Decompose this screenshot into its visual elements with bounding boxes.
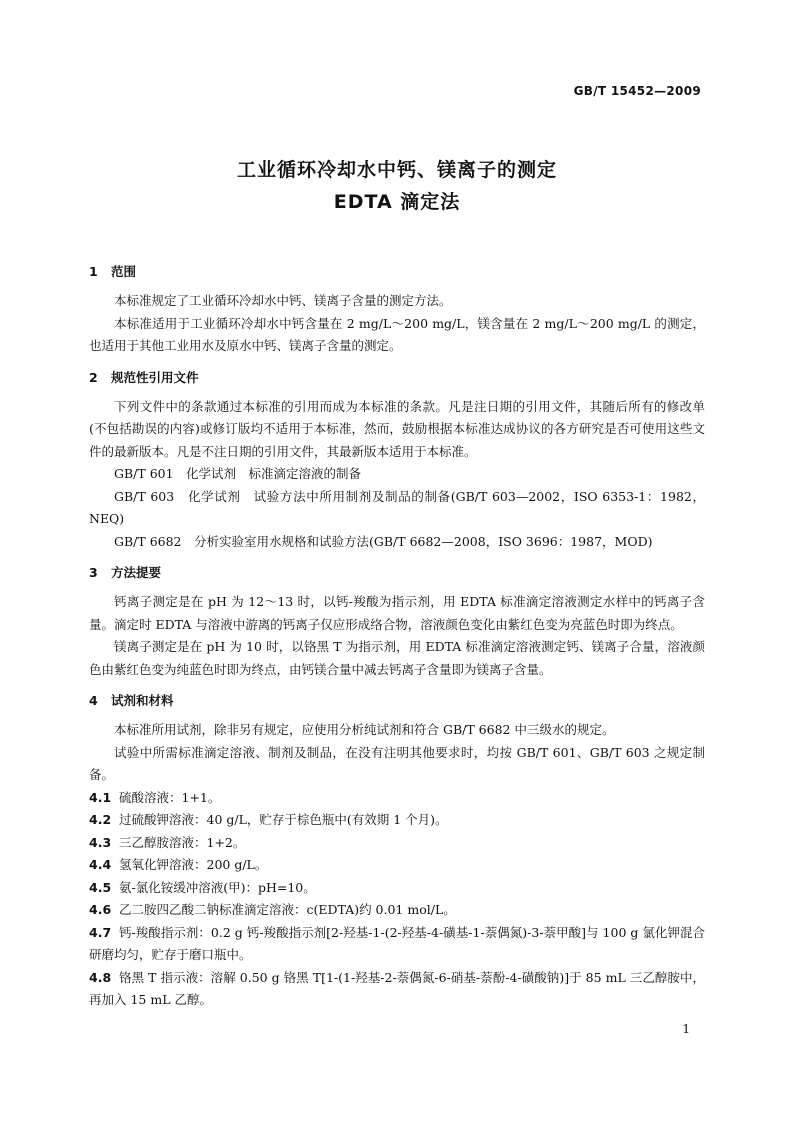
paragraph: 下列文件中的条款通过本标准的引用而成为本标准的条款。凡是注日期的引用文件，其随后所有的修改单(不包括勘误的内容)或修订版均不适用于本标准，然而，鼓励根据本标准达成协议的各方研究是否可使用这些文件的最新版本。凡是不注日期的引用文件，其最新版本适用于本标准。 xyxy=(89,398,705,459)
item-text: 铬黑 T 指示液：溶解 0.50 g 铬黑 T[1-(1-羟基-2-萘偶氮-6-硝基-萘酚-4-磺酸钠)]于 85 mL 三乙醇胺中，再加入 15 mL 乙醇。 xyxy=(89,969,705,1007)
reference-entry: GB/T 6682 分析实验室用水规格和试验方法(GB/T 6682—2008，ISO 3696：1987，MOD) xyxy=(114,533,653,549)
list-item xyxy=(89,922,705,967)
section-number: 1 xyxy=(89,264,98,279)
list-item xyxy=(89,832,705,855)
paragraph: 镁离子测定是在 pH 为 10 时，以铬黑 T 为指示剂，用 EDTA 标准滴定溶液测定钙、镁离子合量，溶液颜色由紫红色变为纯蓝色时即为终点，由钙镁合量中减去钙离子含量即为镁离子含量。 xyxy=(89,639,705,677)
item-number: 4.4 xyxy=(89,857,112,872)
item-number: 4.7 xyxy=(89,924,112,940)
item-number: 4.5 xyxy=(89,879,112,895)
reference-entry: GB/T 601 化学试剂 标准滴定溶液的制备 xyxy=(114,466,362,481)
section-number: 4 xyxy=(89,693,98,708)
item-text: 乙二胺四乙酸二钠标准滴定溶液：c(EDTA)约 0.01 mol/L。 xyxy=(119,902,456,917)
section-number: 2 xyxy=(89,369,98,385)
section-title: 规范性引用文件 xyxy=(111,369,199,385)
section-title: 试剂和材料 xyxy=(111,693,174,708)
section-heading-normative-references xyxy=(89,366,705,390)
item-number: 4.2 xyxy=(89,812,112,827)
item-text: 钙-羧酸指示剂：0.2 g 钙-羧酸指示剂[2-羟基-1-(2-羟基-4-磺基-1-萘偶氮)-3-萘甲酸]与 100 g 氯化钾混合研磨均匀，贮存于磨口瓶中。 xyxy=(89,924,705,962)
section-number: 3 xyxy=(89,565,98,580)
item-number: 4.6 xyxy=(89,902,112,917)
item-text: 氨-氯化铵缓冲溶液(甲)：pH=10。 xyxy=(119,879,316,895)
page-number: 1 xyxy=(682,1022,690,1036)
document-body xyxy=(89,260,705,1012)
list-item xyxy=(89,967,705,1012)
paragraph: 试验中所需标准滴定溶液、制剂及制品，在没有注明其他要求时，均按 GB/T 601、GB/T 603 之规定制备。 xyxy=(89,744,705,782)
item-text: 硫酸溶液：1+1。 xyxy=(119,789,221,805)
section-title: 方法提要 xyxy=(111,565,162,580)
paragraph: 本标准规定了工业循环冷却水中钙、镁离子含量的测定方法。 xyxy=(114,293,452,308)
section-heading-scope xyxy=(89,260,705,284)
list-item xyxy=(89,877,705,900)
document-subtitle: EDTA 滴定法 xyxy=(333,191,461,213)
section-heading-reagents xyxy=(89,689,705,713)
section-title: 范围 xyxy=(111,264,137,279)
section-heading-method-summary xyxy=(89,561,705,585)
list-item xyxy=(89,787,705,810)
item-number: 4.8 xyxy=(89,969,112,985)
item-text: 三乙醇胺溶液：1+2。 xyxy=(119,834,246,850)
list-item xyxy=(89,854,705,877)
paragraph: 钙离子测定是在 pH 为 12～13 时，以钙-羧酸为指示剂，用 EDTA 标准滴定溶液测定水样中的钙离子含量。滴定时 EDTA 与溶液中游离的钙离子仅应形成络合物，溶液颜色变化由紫红色变为亮蓝色时即为终点。 xyxy=(89,594,705,632)
item-text: 过硫酸钾溶液：40 g/L，贮存于棕色瓶中(有效期 1 个月)。 xyxy=(119,812,448,827)
standard-number: GB/T 15452—2009 xyxy=(573,84,701,98)
item-number: 4.1 xyxy=(89,789,112,805)
list-item xyxy=(89,899,705,922)
paragraph: 本标准适用于工业循环冷却水中钙含量在 2 mg/L～200 mg/L，镁含量在 2 mg/L～200 mg/L 的测定，也适用于其他工业用水及原水中钙、镁离子含量的测定。 xyxy=(89,315,705,353)
list-item xyxy=(89,809,705,832)
document-title: 工业循环冷却水中钙、镁离子的测定 xyxy=(236,159,557,181)
reference-entry: GB/T 603 化学试剂 试验方法中所用制剂及制品的制备(GB/T 603—2002，ISO 6353-1：1982，NEQ) xyxy=(89,488,705,526)
item-number: 4.3 xyxy=(89,834,112,850)
item-text: 氢氧化钾溶液：200 g/L。 xyxy=(119,857,268,872)
paragraph: 本标准所用试剂，除非另有规定，应使用分析纯试剂和符合 GB/T 6682 中三级水的规定。 xyxy=(114,722,615,737)
